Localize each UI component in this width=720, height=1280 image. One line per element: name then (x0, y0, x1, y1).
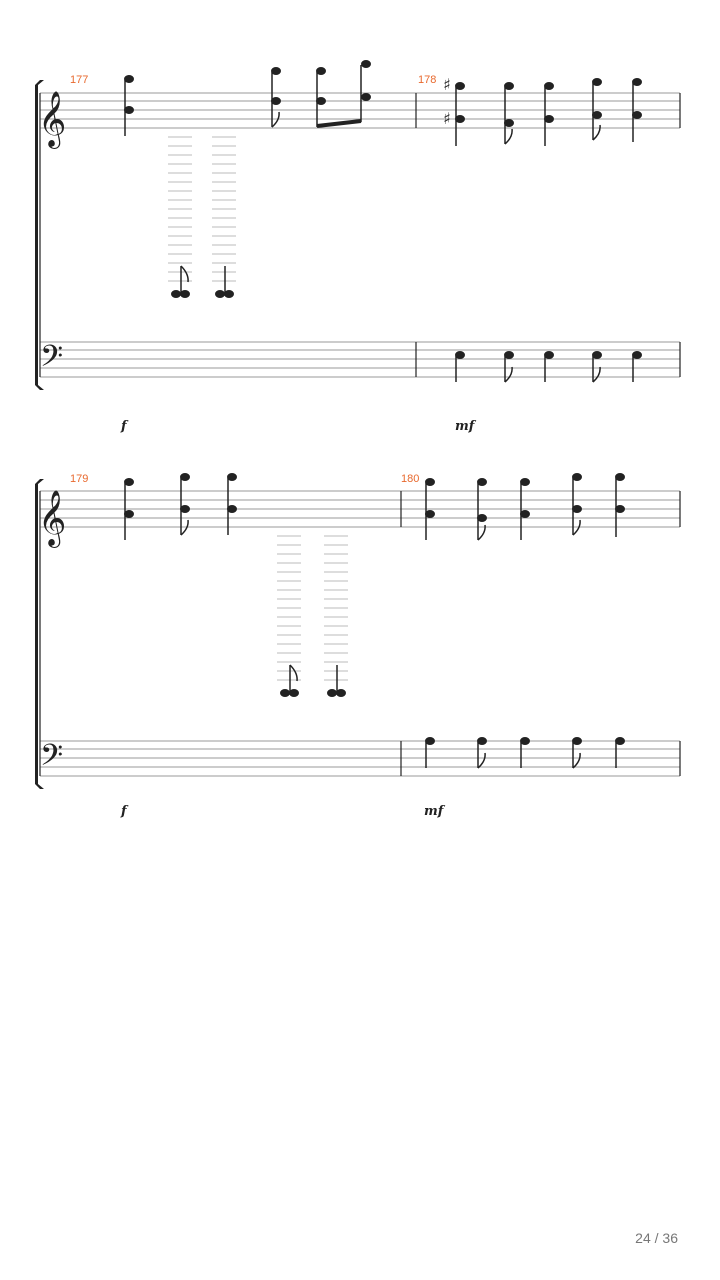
svg-text:♯: ♯ (443, 109, 451, 128)
measure-number: 180 (401, 473, 420, 485)
low-notes-m177 (172, 266, 234, 298)
treble-clef: 𝄞 (38, 91, 67, 147)
notes-m180 (426, 474, 625, 541)
ledger-stack-right (324, 536, 348, 680)
dynamic-marking: mf (424, 804, 444, 819)
ledger-stack-right (212, 137, 236, 281)
ledger-stack-left (277, 536, 301, 680)
measure-number: 177 (70, 74, 89, 86)
notes-m177 (125, 61, 371, 137)
treble-clef: 𝄞 (38, 490, 67, 546)
dynamic-marking: f (121, 419, 127, 434)
page-indicator: 24 / 36 (635, 1230, 678, 1246)
barlines (40, 491, 680, 776)
notes-m179 (125, 474, 237, 541)
treble-staff (40, 491, 680, 527)
bass-staff (40, 342, 680, 377)
measure-number: 179 (70, 473, 89, 485)
bass-clef: 𝄢 (40, 739, 64, 780)
ledger-stack-left (168, 137, 192, 281)
measure-number: 178 (418, 74, 437, 86)
bass-staff (40, 741, 680, 776)
dynamic-marking: mf (455, 419, 475, 434)
system-2 (35, 473, 680, 819)
low-notes-m179 (281, 665, 346, 697)
dynamic-marking: f (121, 804, 127, 819)
barlines (40, 93, 680, 377)
system-1 (35, 61, 680, 435)
bass-notes-m180 (426, 738, 625, 769)
svg-text:♯: ♯ (443, 75, 451, 94)
bass-clef: 𝄢 (40, 340, 64, 381)
